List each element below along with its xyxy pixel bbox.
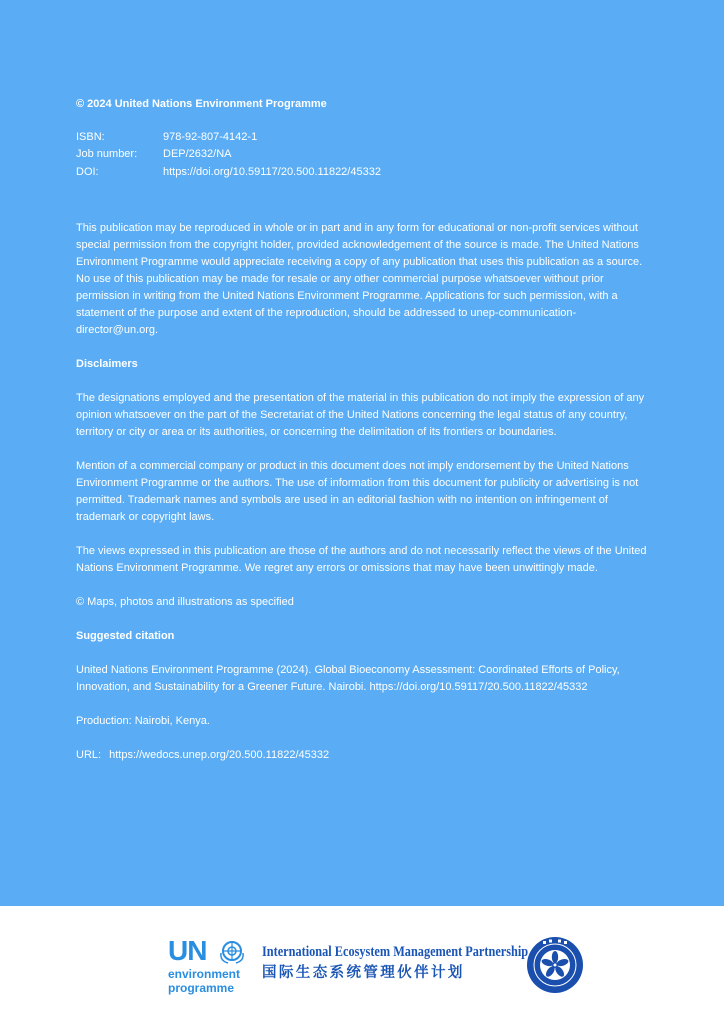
isbn-row (76, 129, 381, 146)
doi-row (76, 164, 381, 181)
url-value: https://wedocs.unep.org/20.500.11822/45332 (109, 748, 330, 761)
url-label: URL: (76, 748, 102, 761)
job-number-row (76, 146, 381, 163)
maps-photos-note: © Maps, photos and illustrations as specified (76, 595, 294, 608)
copyright-line: © 2024 United Nations Environment Programme (76, 98, 327, 110)
isbn-value: 978-92-807-4142-1 (163, 131, 258, 143)
doi-label: DOI: (76, 165, 99, 178)
unep-logo-subtitle (168, 967, 240, 995)
disclaimer-paragraph-3: The views expressed in this publication are those of the authors and do not necessarily reflect the views of the United Nations Environment Programme. We regret any errors or omissions that may have been unwittingly made. (76, 544, 647, 574)
un-emblem-icon (218, 939, 246, 965)
citation-text: United Nations Environment Programme (2024). Global Bioeconomy Assessment: Coordinated Efforts of Policy, Innovation, and Sustainability for a Greener Future. Nairobi. https://doi.org/10.59117/20.500.11822/45332 (76, 663, 620, 693)
job-number-value: DEP/2632/NA (163, 148, 232, 161)
disclaimer-paragraph-2: Mention of a commercial company or product in this document does not imply endorsement by the United Nations Environment Programme or the authors. The use of information from this document for publicity or advertising is not permitted. Trademark names and symbols are used in an editorial fashion with no intention on infringement of trademark or copyright laws. (76, 459, 639, 523)
cas-seal-icon (526, 936, 584, 994)
identifier-table (76, 129, 381, 181)
disclaimer-paragraph-1: The designations employed and the presentation of the material in this publication do not imply the expression of any opinion whatsoever on the part of the Secretariat of the United Nations concerning the legal status of any country, territory or city or area or its authorities, or concerning the delimitation of its frontiers or boundaries. (76, 391, 645, 438)
isbn-label: ISBN: (76, 131, 105, 143)
reproduction-notice: This publication may be reproduced in whole or in part and in any form for educational or non-profit services without special permission from the copyright holder, provided acknowledgement of the source is made. The United Nations Environment Programme would appreciate receiving a copy of any publication that uses this publication as a source. No use of this publication may be made for resale or any other commercial purpose whatsoever without prior permission in writing from the United Nations Environment Programme. Applications for such permission, with a statement of the purpose and extent of the reproduction, should be addressed to unep-communication-director@un.org. (76, 221, 643, 336)
production-line: Production: Nairobi, Kenya. (76, 714, 210, 727)
citation-heading: Suggested citation (76, 629, 175, 642)
unep-logo-line2: programme (168, 981, 235, 995)
disclaimers-heading: Disclaimers (76, 357, 138, 370)
logo-footer (0, 906, 724, 1024)
unep-logo-letters: UN (168, 935, 207, 966)
imprint-content (76, 96, 656, 781)
job-number-label: Job number: (76, 148, 138, 161)
url-row (76, 747, 656, 764)
iemp-logo (262, 942, 529, 984)
iemp-chinese-name: 国际生态系统管理伙伴计划 (262, 965, 465, 981)
doi-value: https://doi.org/10.59117/20.500.11822/45332 (163, 165, 381, 178)
unep-logo (168, 936, 250, 998)
unep-logo-line1: environment (168, 967, 241, 981)
iemp-english-name: International Ecosystem Management Partnership (262, 944, 529, 960)
